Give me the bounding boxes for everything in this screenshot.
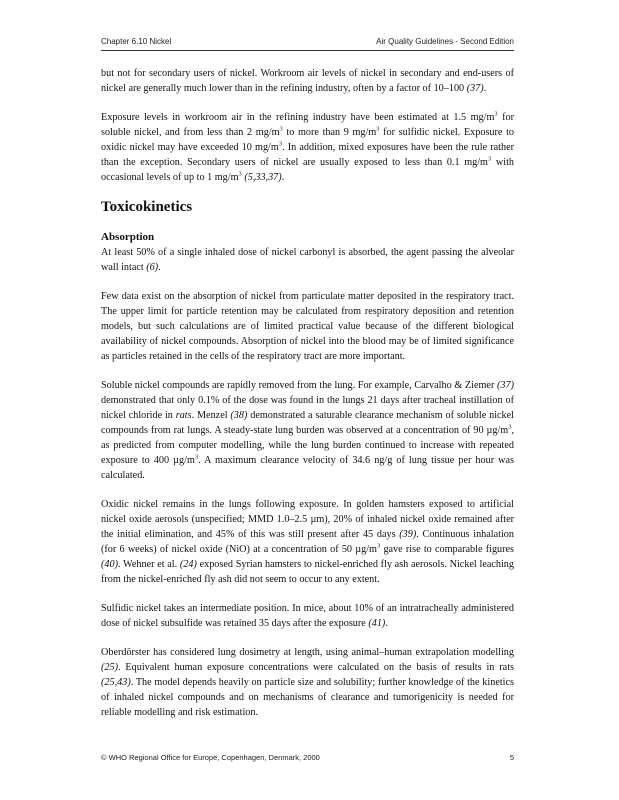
- header-rule: [101, 50, 514, 51]
- paragraph-soluble-nickel: Soluble nickel compounds are rapidly removed from the lung. For example, Carvalho & Ziemer (37) demonstrated that only 0.1% of the dose was found in the lungs 21 days after tracheal instillation of nickel chloride in rats. Menzel (38) demonstrated a saturable clearance mechanism of soluble nickel compounds from rat lungs. A steady-state lung burden was observed at a concentration of 90 $\mu g/m^3$, as predicted from computer modelling, while the lung burden continued to increase with repeated exposure to 400 $\mu g/m^3$. A maximum clearance velocity of 34.6 ng/g of lung tissue per hour was calculated.: [101, 380, 514, 481]
- citation: (37): [497, 380, 514, 391]
- paragraph-sulfidic-nickel: Sulfidic nickel takes an intermediate position. In mice, about 10% of an intratracheally administered dose of nickel subsulfide was retained 35 days after the exposure (41).: [101, 603, 514, 629]
- paragraph-workroom-levels: but not for secondary users of nickel. Workroom air levels of nickel in secondary and end-users of nickel are generally much lower than in the refining industry, often by a factor of 10–100 (37).: [101, 68, 514, 94]
- citation: (25,43): [101, 677, 131, 688]
- citation: (39): [399, 529, 417, 540]
- paragraph-particulate-absorption: Few data exist on the absorption of nickel from particulate matter deposited in the respiratory tract. The upper limit for particle retention may be calculated from respiratory deposition and retention models, but such calculations are of limited practical value because of the different biological availability of nickel compounds. Absorption of nickel into the blood may be of limited significance as particles retained in the cells of the respiratory tract are more important.: [101, 291, 514, 362]
- subsection-heading: Absorption: [101, 231, 155, 243]
- citation: (41): [368, 618, 386, 629]
- citation: (6): [146, 262, 159, 273]
- citation: (37): [466, 83, 484, 94]
- footer-copyright: © WHO Regional Office for Europe, Copenhagen, Denmark, 2000: [101, 753, 320, 762]
- page-number: 5: [509, 753, 514, 762]
- section-heading: Toxicokinetics: [101, 199, 193, 215]
- paragraph-oxidic-nickel: Oxidic nickel remains in the lungs following exposure. In golden hamsters exposed to artificial nickel oxide aerosols (unspecified; MMD 1.0–2.5 µm), 20% of inhaled nickel oxide remained after the initial elimination, and 45% of this was still present after 45 days (39). Continuous inhalation (for 6 weeks) of nickel oxide (NiO) at a concentration of 50 $\mu g/m^3$ gave rise to comparable figures (40). Wehner et al. (24) exposed Syrian hamsters to nickel-enriched fly ash aerosols. Nickel leaching from the nickel-enriched fly ash did not seem to occur to any extent.: [101, 499, 515, 585]
- citation: (5,33,37): [241, 172, 282, 183]
- citation: (40): [101, 559, 118, 570]
- header-title: Air Quality Guidelines - Second Edition: [376, 37, 514, 46]
- citation: (38): [230, 410, 248, 421]
- citation: (24): [179, 559, 197, 570]
- header-chapter: Chapter 6.10 Nickel: [101, 37, 172, 46]
- document-body: [101, 66, 514, 734]
- paragraph-lung-dosimetry: Oberdörster has considered lung dosimetry at length, using animal–human extrapolation modelling (25). Equivalent human exposure concentrations were calculated on the basis of results in rats (25,43). The model depends heavily on particle size and solubility; further knowledge of the kinetics of inhaled nickel compounds and on mechanisms of clearance and tumorigenicity is needed for reliable modelling and risk estimation.: [101, 647, 514, 718]
- paragraph-exposure-levels: Exposure levels in workroom air in the refining industry have been estimated at 1.5 $mg/m^3$ for soluble nickel, and from less than 2 $mg/m^3$ to more than 9 $mg/m^3$ for sulfidic nickel. Exposure to oxidic nickel may have exceeded 10 $mg/m^3$. In addition, mixed exposures have been the rule rather than the exception. Secondary users of nickel are usually exposed to less than 0.1 $mg/m^3$ with occasional levels of up to 1 $mg/m^3$ (5,33,37).: [101, 110, 515, 183]
- citation: (25): [101, 662, 118, 673]
- paragraph-nickel-carbonyl: At least 50% of a single inhaled dose of nickel carbonyl is absorbed, the agent passing the alveolar wall intact (6).: [101, 247, 514, 273]
